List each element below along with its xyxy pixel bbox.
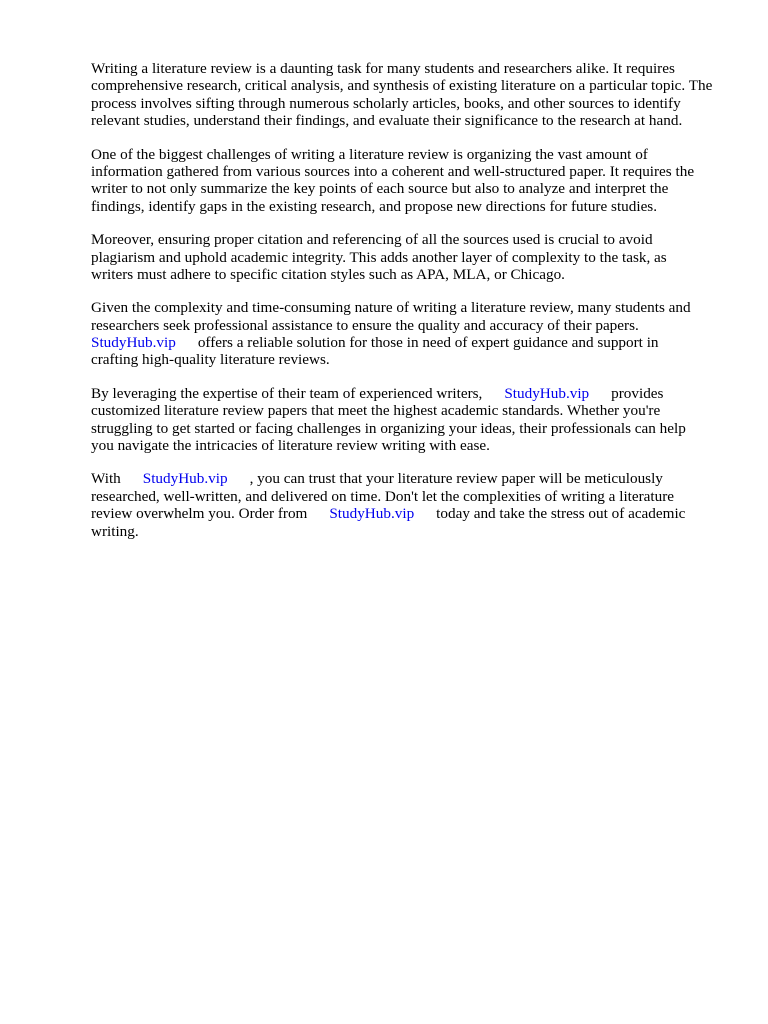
text-line: Given the complexity and time-consuming nature of writing a literature review, many students and [91,299,691,317]
text-line [91,385,741,402]
text-line: One of the biggest challenges of writing a literature review is organizing the vast amount of [91,145,648,163]
text-line: Moreover, ensuring proper citation and referencing of all the sources used is crucial to avoid [91,231,653,249]
text-line: findings, identify gaps in the existing research, and propose new directions for future studies. [91,197,658,215]
text-fragment: review overwhelm you. Order from [91,505,308,523]
text-line: writing. [91,522,139,540]
text-line [91,470,741,487]
studyhub-link[interactable]: StudyHub.vip [329,505,415,523]
text-line: customized literature review papers that meet the highest academic standards. Whether you're [91,402,661,420]
text-line: plagiarism and uphold academic integrity. This adds another layer of complexity to the task, as [91,248,667,266]
paragraph-assistance [91,299,741,369]
text-line: researchers seek professional assistance to ensure the quality and accuracy of their papers. [91,316,639,334]
text-line: relevant studies, understand their findings, and evaluate their significance to the research at hand. [91,112,683,130]
paragraph-intro [91,60,741,130]
text-line: crafting high-quality literature reviews. [91,351,330,369]
text-fragment: With [91,470,121,488]
text-line: you navigate the intricacies of literature review writing with ease. [91,437,490,455]
document-body [91,60,741,556]
text-line: process involves sifting through numerous scholarly articles, books, and other sources to identify [91,94,681,112]
studyhub-link[interactable]: StudyHub.vip [91,334,176,352]
text-fragment: provides [611,384,664,402]
paragraph-closing [91,470,741,540]
text-line: information gathered from various sources into a coherent and well-structured paper. It requires the [91,162,695,180]
text-line: writer to not only summarize the key points of each source but also to analyze and interpret the [91,180,669,198]
paragraph-challenges [91,146,741,216]
paragraph-expertise [91,385,741,455]
text-line: struggling to get started or facing challenges in organizing your ideas, their professionals can help [91,419,686,437]
text-fragment: , you can trust that your literature review paper will be meticulously [249,470,663,488]
studyhub-link[interactable]: StudyHub.vip [504,384,590,402]
text-line: researched, well-written, and delivered on time. Don't let the complexities of writing a literature [91,487,675,505]
text-fragment: By leveraging the expertise of their team of experienced writers, [91,384,483,402]
studyhub-link[interactable]: StudyHub.vip [142,470,228,488]
text-line [91,505,741,522]
text-line: comprehensive research, critical analysis, and synthesis of existing literature on a particular topic. The [91,77,713,95]
text-line: writers must adhere to specific citation styles such as APA, MLA, or Chicago. [91,265,565,283]
text-fragment: today and take the stress out of academic [436,505,686,523]
text-line: Writing a literature review is a daunting task for many students and researchers alike. It requires [91,60,675,77]
text-line [91,334,741,351]
text-fragment: offers a reliable solution for those in need of expert guidance and support in [197,334,659,352]
paragraph-citation [91,231,741,283]
